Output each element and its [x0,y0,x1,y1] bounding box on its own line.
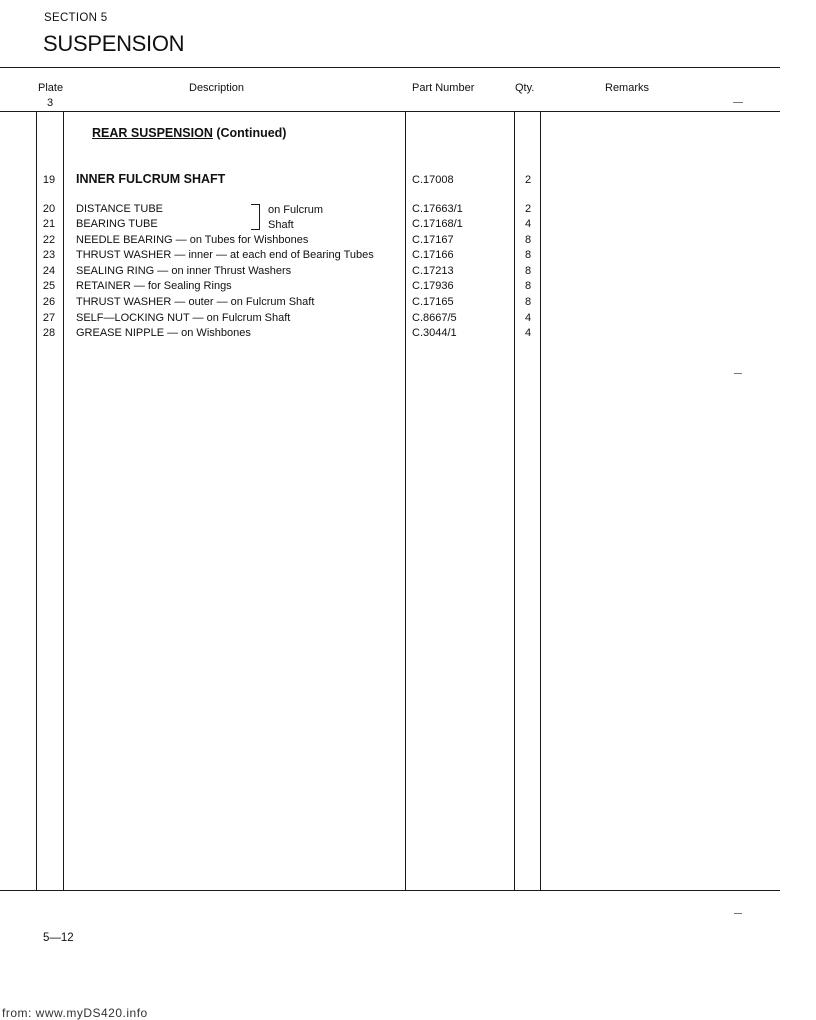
margin-mark [734,913,742,914]
qty-cell: 8 [524,265,532,277]
plate-cell: 20 [42,203,56,215]
table-row [0,296,816,312]
plate-cell: 25 [42,280,56,292]
plate-cell: 28 [42,327,56,339]
part-number-cell: C.17168/1 [412,218,463,230]
table-row [0,218,816,234]
description-cell: INNER FULCRUM SHAFT [76,172,226,186]
qty-cell: 4 [524,218,532,230]
part-number-cell: C.17008 [412,174,454,186]
column-header-description: Description [189,82,245,94]
qty-cell: 8 [524,234,532,246]
page-number: 5—12 [43,932,74,944]
table-row [0,265,816,281]
sub-heading-continued: (Continued) [216,126,287,140]
part-number-cell: C.17166 [412,249,454,261]
sub-heading [92,126,286,140]
table-row [0,312,816,328]
table-row [0,234,816,250]
qty-cell: 8 [524,296,532,308]
description-cell: NEEDLE BEARING — on Tubes for Wishbones [76,234,309,246]
qty-cell: 8 [524,280,532,292]
source-note: from: www.myDS420.info [2,1006,148,1020]
description-cell: RETAINER — for Sealing Rings [76,280,232,292]
plate-cell: 24 [42,265,56,277]
part-number-cell: C.17663/1 [412,203,463,215]
margin-mark [733,102,743,103]
column-header-remarks: Remarks [605,82,650,94]
plate-cell: 22 [42,234,56,246]
column-header-plate: Plate [38,82,64,94]
plate-cell: 27 [42,312,56,324]
qty-cell: 2 [524,203,532,215]
description-cell: GREASE NIPPLE — on Wishbones [76,327,251,339]
qty-cell: 4 [524,327,532,339]
plate-cell: 21 [42,218,56,230]
qty-cell: 8 [524,249,532,261]
bracket-note-line-2: Shaft [268,219,294,231]
part-number-cell: C.17165 [412,296,454,308]
grouping-bracket [251,204,260,230]
section-label: SECTION 5 [44,12,108,24]
table-top-rule [0,111,780,112]
part-number-cell: C.17167 [412,234,454,246]
part-number-cell: C.17213 [412,265,454,277]
part-number-cell: C.17936 [412,280,454,292]
qty-cell: 2 [524,174,532,186]
qty-cell: 4 [524,312,532,324]
description-cell: THRUST WASHER — outer — on Fulcrum Shaft [76,296,315,308]
plate-cell: 26 [42,296,56,308]
table-bottom-rule [0,890,780,891]
margin-mark [734,373,742,374]
part-number-cell: C.3044/1 [412,327,457,339]
section-title: SUSPENSION [43,31,185,56]
sub-heading-title: REAR SUSPENSION [92,126,213,140]
description-cell: DISTANCE TUBE [76,203,163,215]
bracket-note-line-1: on Fulcrum [268,204,324,216]
table-row [0,327,816,343]
plate-cell: 23 [42,249,56,261]
description-cell: THRUST WASHER — inner — at each end of Bearing Tubes [76,249,374,261]
column-header-qty: Qty. [515,82,535,94]
description-cell: BEARING TUBE [76,218,158,230]
plate-number: 3 [47,97,54,109]
table-row-main [0,172,816,188]
table-row [0,280,816,296]
top-rule [0,67,780,68]
table-row [0,249,816,265]
description-cell: SELF—LOCKING NUT — on Fulcrum Shaft [76,312,291,324]
part-number-cell: C.8667/5 [412,312,457,324]
plate-cell: 19 [42,174,56,186]
column-header-part-number: Part Number [412,82,475,94]
description-cell: SEALING RING — on inner Thrust Washers [76,265,292,277]
table-row [0,203,816,219]
